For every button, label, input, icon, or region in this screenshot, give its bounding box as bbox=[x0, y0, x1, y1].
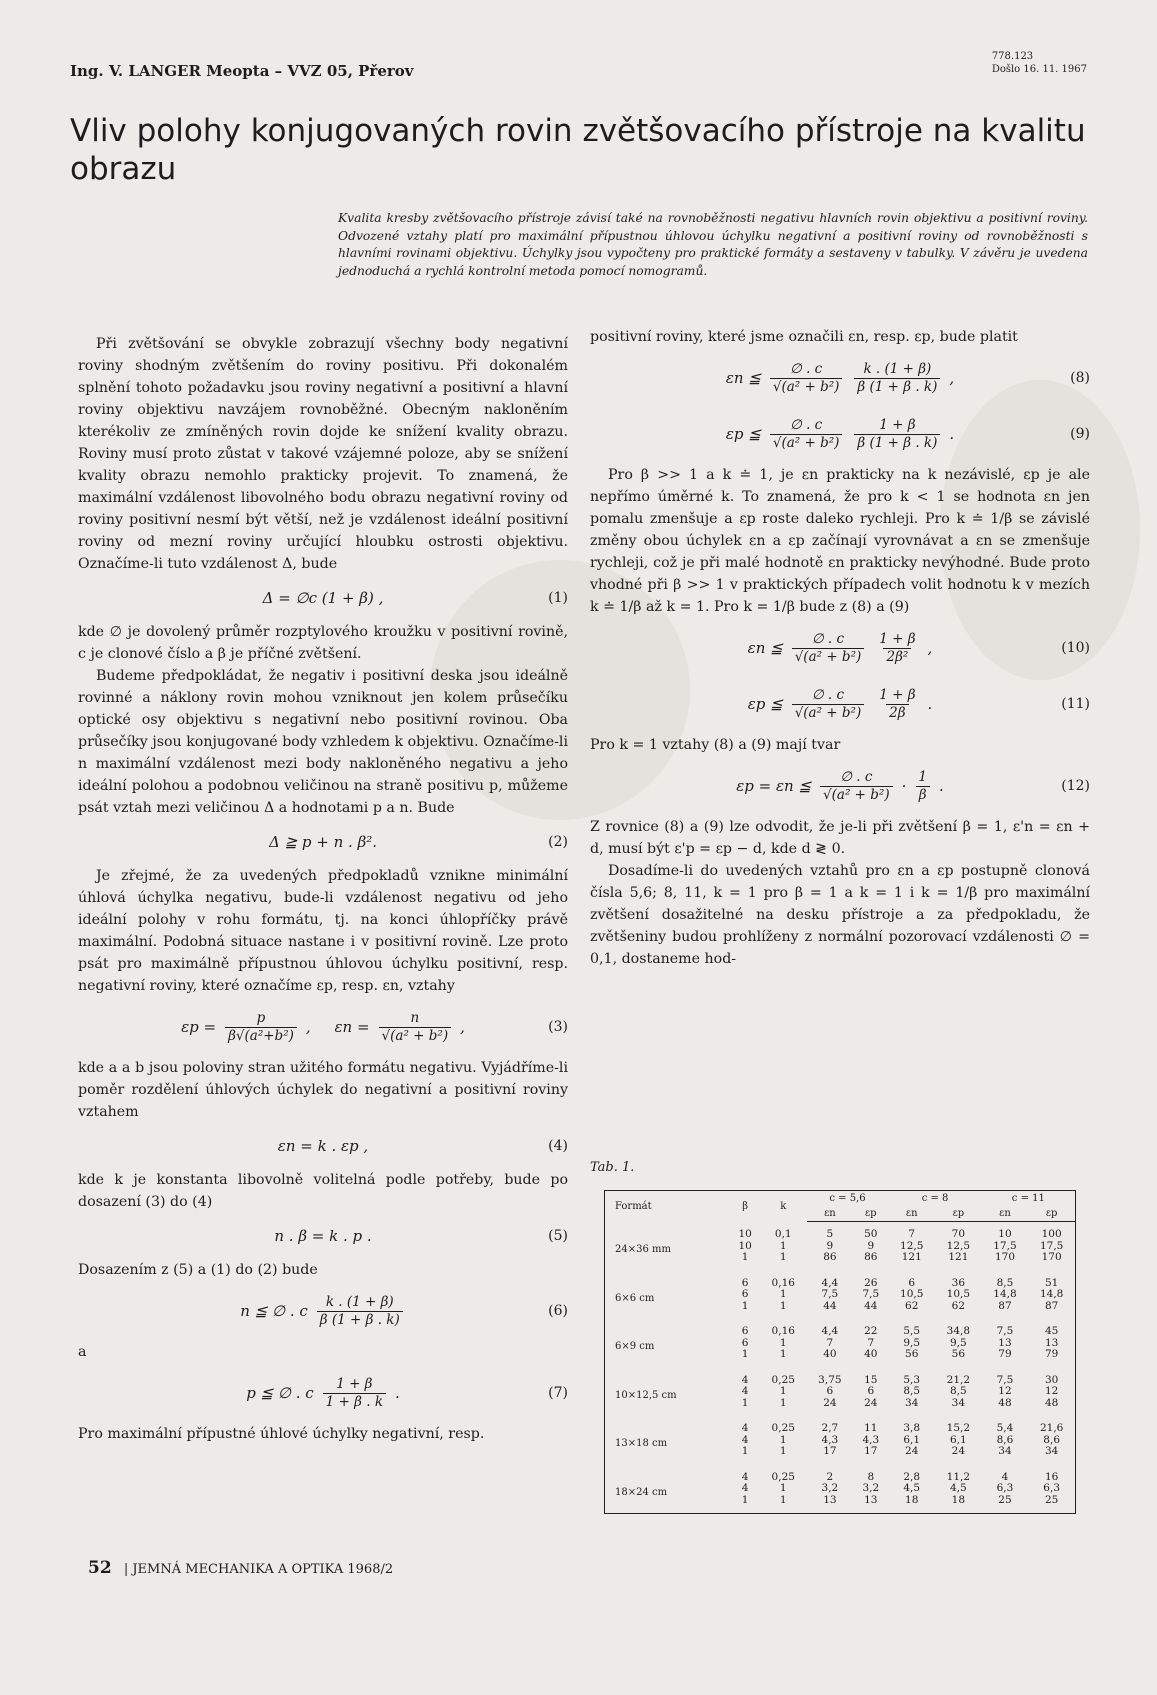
table-cell: 34,8 bbox=[946, 1325, 971, 1337]
table-caption: Tab. 1. bbox=[590, 1160, 635, 1175]
table-cell: 6,1 bbox=[950, 1433, 967, 1446]
table-cell: 1 bbox=[779, 1396, 787, 1409]
table-cell: 5 bbox=[826, 1228, 834, 1240]
table-cell: 48 bbox=[1044, 1396, 1059, 1409]
paragraph: Pro k = 1 vztahy (8) a (9) mají tvar bbox=[590, 737, 841, 753]
table-cell: 0,1 bbox=[774, 1227, 792, 1240]
table-cell: 25 bbox=[1044, 1493, 1059, 1506]
received-date: Došlo 16. 11. 1967 bbox=[991, 64, 1087, 75]
format-cell: 10×12,5 cm bbox=[615, 1389, 677, 1401]
table-cell: 2 bbox=[826, 1470, 834, 1483]
table-cell: 9,5 bbox=[903, 1336, 921, 1349]
table-cell: 7 bbox=[826, 1336, 834, 1349]
table-cell: 1 bbox=[779, 1336, 787, 1349]
table-cell: 4,5 bbox=[903, 1482, 921, 1494]
table-cell: 1 bbox=[779, 1493, 787, 1506]
article-meta bbox=[992, 50, 1087, 76]
table-cell: 34 bbox=[905, 1396, 919, 1409]
table-cell: 100 bbox=[1041, 1228, 1062, 1240]
table-cell: 4 bbox=[741, 1422, 749, 1434]
table-row bbox=[605, 1368, 1075, 1387]
equation-8: εn ≦ $\frac{\emptyset . c}{\text{√(a² + b²)}}$ $\frac{k . (1 + \beta)}{\beta (1 + \beta . k)}$ , (8) bbox=[725, 360, 1090, 395]
table-cell: 21,2 bbox=[946, 1373, 971, 1386]
table-cell: 13 bbox=[1044, 1336, 1059, 1349]
paragraph: Je zřejmé, že za uvedených předpokladů vznikne minimální úhlová úchylka negativu, bude-li vzdálenost negativu od jeho ideální polohy v rohu formátu, tj. na konci úhlopříčky právě maximální. Podobná situace nastane i v positivní rovině. Lze proto psát pro maximálně přípustnou úhlovou úchylku positivní, resp. negativní roviny, které označíme εp, resp. εn, vztahy bbox=[78, 868, 568, 994]
table-cell: 1 bbox=[779, 1239, 787, 1252]
table-cell: 2,7 bbox=[821, 1422, 839, 1434]
table-cell: 5,3 bbox=[903, 1373, 921, 1386]
table-cell: 8,5 bbox=[903, 1385, 921, 1397]
table-cell: 6,1 bbox=[903, 1433, 921, 1446]
paragraph: Budeme předpokládat, že negativ i positivní deska jsou ideálně rovinné a náklony rovin mohou vzniknout jen kolem průsečíku optické osy objektivu s negativní nebo positivní rovinou. Oba průsečíky jsou konjugované body vzhledem k objektivu. Označíme-li n maximální vzdálenost mezi body nakloněného negativu a jeho ideální polohou a podobnou veličinou na straně positivu p, můžeme psát vztah mezi veličinou Δ a hodnotami p a n. Bude bbox=[78, 668, 568, 816]
equation-4: εn = k . εp , (4) bbox=[277, 1137, 568, 1155]
table-cell: 13 bbox=[998, 1336, 1012, 1349]
paragraph: Pro β >> 1 a k ≐ 1, je εn prakticky na k nezávislé, εp je ale nepřímo úměrné k. To znamená, že pro k < 1 se hodnota εn jen pomalu zmenšuje a εp roste daleko rychleji. Pro k ≐ 1/β se závislé změny obou úchylek εn a εp začínají vyrovnávat a εn se zmenšuje rychleji, což je při malé hodnotě εn prakticky nevýhodné. Bude proto vhodné při β >> 1 v praktických případech volit hodnotu k v mezích k ≐ 1/β až k = 1. Pro k = 1/β bude z (8) a (9) bbox=[590, 467, 1090, 615]
equation-12: εp = εn ≦ $\frac{\emptyset . c}{\text{√(a² + b²)}}$ · $\frac{1}{\beta}$ . (12) bbox=[736, 768, 1090, 803]
journal-name: JEMNÁ MECHANIKA A OPTIKA 1968/2 bbox=[132, 1562, 394, 1577]
table-cell: 8 bbox=[867, 1470, 875, 1483]
table-row bbox=[605, 1465, 1075, 1484]
col-group: c = 5,6 bbox=[829, 1193, 866, 1204]
equation-6: n ≦ ∅ . c $\frac{k . (1 + \beta)}{\beta (1 + \beta . k)}$ (6) bbox=[240, 1293, 568, 1328]
table-cell: 9,5 bbox=[950, 1336, 967, 1349]
table-cell: 4 bbox=[741, 1470, 749, 1483]
format-cell: 6×9 cm bbox=[615, 1341, 655, 1352]
table-cell: 44 bbox=[864, 1299, 878, 1312]
table-cell: 4,3 bbox=[862, 1433, 880, 1446]
table-cell: 6 bbox=[741, 1336, 749, 1349]
table-cell: 7,5 bbox=[996, 1325, 1014, 1337]
table-cell: 4 bbox=[741, 1373, 749, 1386]
udc-code: 778.123 bbox=[991, 51, 1034, 62]
col-beta: β bbox=[742, 1200, 749, 1212]
paragraph: Dosadíme-li do uvedených vztahů pro εn a εp postupně clonová čísla 5,6; 8, 11, k = 1 pro β = 1 a k = 1 i k = 1/β pro maximální zvětšení dosažitelné na desku přístroje a za předpokladu, že zvětšeniny budou prohlíženy z normální pozorovací vzdálenosti ∅ = 0,1, dostaneme hod- bbox=[590, 863, 1090, 967]
table-body bbox=[605, 1222, 1075, 1514]
table-cell: 0,25 bbox=[771, 1470, 795, 1483]
col-sub: εn bbox=[982, 1206, 1029, 1222]
format-cell: 24×36 mm bbox=[615, 1243, 671, 1255]
article-title: Vliv polohy konjugovaných rovin zvětšovacího přístroje na kvalitu obrazu bbox=[70, 113, 1086, 187]
table-cell: 18 bbox=[951, 1493, 966, 1506]
table-cell: 1 bbox=[779, 1482, 787, 1494]
table-cell: 56 bbox=[905, 1348, 919, 1360]
table-cell: 9 bbox=[826, 1239, 834, 1252]
table-cell: 1 bbox=[779, 1251, 787, 1263]
format-cell: 13×18 cm bbox=[615, 1438, 668, 1449]
table-cell: 87 bbox=[998, 1299, 1012, 1312]
table-cell: 8,6 bbox=[1043, 1433, 1060, 1446]
table-cell: 40 bbox=[823, 1348, 837, 1360]
table-cell: 7 bbox=[867, 1336, 875, 1349]
paragraph: Dosazením z (5) a (1) do (2) bude bbox=[78, 1262, 318, 1278]
col-sub: εn bbox=[807, 1206, 854, 1222]
table-cell: 48 bbox=[998, 1396, 1012, 1409]
table-cell: 1 bbox=[779, 1445, 787, 1457]
table-cell: 22 bbox=[864, 1325, 878, 1337]
table-cell: 0,16 bbox=[771, 1325, 795, 1337]
table-cell: 4 bbox=[1001, 1470, 1009, 1483]
table-cell: 4 bbox=[741, 1433, 749, 1446]
author-line: Ing. V. LANGER Meopta – VVZ 05, Přerov bbox=[70, 62, 414, 80]
table-cell: 44 bbox=[823, 1299, 837, 1312]
table-cell: 24 bbox=[823, 1396, 837, 1409]
table-cell: 12 bbox=[1044, 1385, 1059, 1397]
table-cell: 10 bbox=[738, 1239, 752, 1252]
equation-11: εp ≦ $\frac{\emptyset . c}{\text{√(a² + b²)}}$ $\frac{1 + \beta}{2\beta}$ . (11) bbox=[747, 686, 1090, 721]
table-row bbox=[605, 1416, 1075, 1435]
paragraph: Z rovnice (8) a (9) lze odvodit, že je-li při zvětšení β = 1, ε'n = εn + d, musí být ε'p = εp − d, kde d ≷ 0. bbox=[590, 819, 1090, 857]
table-cell: 6 bbox=[867, 1385, 875, 1397]
table-cell: 5,5 bbox=[903, 1325, 921, 1337]
table-cell: 16 bbox=[1044, 1470, 1059, 1483]
table-cell: 1 bbox=[779, 1288, 787, 1300]
table-cell: 34 bbox=[998, 1445, 1012, 1457]
conjunction: a bbox=[78, 1344, 87, 1360]
paragraph: kde ∅ je dovolený průměr rozptylového kroužku v positivní rovině, c je clonové číslo a β je příčné zvětšení. bbox=[78, 624, 568, 662]
table-cell: 6 bbox=[826, 1385, 834, 1397]
table-cell: 12 bbox=[998, 1385, 1012, 1397]
table-cell: 7,5 bbox=[862, 1288, 880, 1300]
table-cell: 51 bbox=[1044, 1276, 1059, 1289]
table-cell: 30 bbox=[1044, 1373, 1059, 1386]
table-cell: 10,5 bbox=[900, 1288, 924, 1300]
table-cell: 34 bbox=[1044, 1445, 1059, 1457]
table-cell: 4 bbox=[741, 1385, 749, 1397]
table-cell: 62 bbox=[951, 1299, 966, 1312]
table-cell: 13 bbox=[864, 1493, 878, 1506]
table-cell: 12,5 bbox=[900, 1239, 924, 1252]
col-sub: εp bbox=[1028, 1206, 1075, 1222]
table-cell: 14,8 bbox=[1039, 1288, 1064, 1300]
table-cell: 1 bbox=[779, 1299, 787, 1312]
table-cell: 8,6 bbox=[996, 1433, 1014, 1446]
table-cell: 45 bbox=[1044, 1325, 1059, 1337]
equation-9: εp ≦ $\frac{\emptyset . c}{\text{√(a² + b²)}}$ $\frac{1 + \beta}{\beta (1 + \beta . k)}$ . (9) bbox=[725, 416, 1090, 451]
table-cell: 79 bbox=[1044, 1348, 1059, 1360]
table-cell: 40 bbox=[864, 1348, 878, 1360]
table-cell: 25 bbox=[998, 1493, 1012, 1506]
table-cell: 17 bbox=[864, 1445, 878, 1457]
table-cell: 7,5 bbox=[996, 1373, 1014, 1386]
table-cell: 3,2 bbox=[821, 1482, 839, 1494]
table-cell: 21,6 bbox=[1039, 1422, 1064, 1434]
table-cell: 3,75 bbox=[818, 1373, 842, 1386]
table-cell: 0,16 bbox=[771, 1276, 795, 1289]
format-cell: 18×24 cm bbox=[615, 1486, 668, 1498]
table-row bbox=[605, 1271, 1075, 1290]
table-cell: 56 bbox=[951, 1348, 966, 1360]
table-cell: 6,3 bbox=[996, 1482, 1014, 1494]
table-cell: 121 bbox=[901, 1251, 922, 1263]
table-cell: 1 bbox=[779, 1348, 787, 1360]
table-cell: 6,3 bbox=[1043, 1482, 1060, 1494]
footer-separator: | bbox=[123, 1562, 129, 1577]
table-cell: 170 bbox=[1041, 1251, 1062, 1263]
table-cell: 15,2 bbox=[946, 1422, 971, 1434]
table-cell: 6 bbox=[741, 1276, 749, 1289]
left-column bbox=[78, 333, 568, 1445]
table-cell: 62 bbox=[905, 1299, 919, 1312]
table-cell: 6 bbox=[908, 1276, 916, 1289]
table-cell: 17,5 bbox=[1039, 1239, 1064, 1252]
table-cell: 24 bbox=[951, 1445, 966, 1457]
table-cell: 6 bbox=[741, 1325, 749, 1337]
equation-3: εp = $\frac{p}{\text{β√(a²+b²)}}$ , εn = $\frac{n}{\text{√(a² + b²)}}$ , (3) bbox=[181, 1009, 568, 1044]
table-cell: 9 bbox=[867, 1239, 875, 1252]
col-sub: εp bbox=[935, 1206, 982, 1222]
table-cell: 8,5 bbox=[996, 1276, 1014, 1289]
abstract: Kvalita kresby zvětšovacího přístroje závisí také na rovnoběžnosti negativu hlavních rovin objektivu a positivní roviny. Odvozené vztahy platí pro maximální přípustnou úhlovou úchylku negativní a positivní roviny od rovnoběžnosti s hlavními rovinami objektivu. Úchylky jsou vypočteny pro praktické formáty a sestaveny v tabulky. V závěru je uvedena jednoduchá a rychlá kontrolní metoda pomocí nomogramů. bbox=[338, 211, 1088, 278]
table-cell: 11 bbox=[864, 1422, 878, 1434]
table-cell: 24 bbox=[905, 1445, 919, 1457]
table-cell: 1 bbox=[779, 1385, 787, 1397]
col-group: c = 8 bbox=[921, 1193, 949, 1204]
page-footer bbox=[88, 1558, 393, 1578]
table-cell: 121 bbox=[948, 1251, 969, 1263]
table-cell: 14,8 bbox=[993, 1288, 1017, 1300]
table-cell: 3,8 bbox=[903, 1422, 921, 1434]
table-cell: 12,5 bbox=[946, 1239, 971, 1252]
paragraph: Při zvětšování se obvykle zobrazují všechny body negativní roviny shodným zvětšením do roviny positivu. Při dokonalém splnění tohoto požadavku jsou roviny negativní a positivní a hlavní roviny objektivu navzájem rovnoběžné. Obecným nakloněním kterékoliv ze zmíněných rovin dojde ke snížení kvality obrazu. Roviny musí proto zůstat v takové vzájemné poloze, aby se snížení kvality obrazu nemohlo prakticky projevit. To znamená, že maximální vzdálenost libovolného bodu obrazu negativní roviny od roviny positivní nesmí být větší, než je vzdálenost ideální positivní roviny od mezní roviny určující hloubku ostrosti objektivu. Označíme-li tuto vzdálenost Δ, bude bbox=[78, 336, 568, 572]
table-cell: 18 bbox=[905, 1493, 919, 1506]
data-table bbox=[604, 1190, 1076, 1514]
paragraph: kde a a b jsou poloviny stran užitého formátu negativu. Vyjádříme-li poměr rozdělení úhlových úchylek do negativní a positivní roviny vztahem bbox=[78, 1060, 568, 1120]
equation-10: εn ≦ $\frac{\emptyset . c}{\text{√(a² + b²)}}$ $\frac{1 + \beta}{\text{2β²}}$ , (10) bbox=[747, 630, 1090, 665]
table-cell: 4,4 bbox=[821, 1325, 839, 1337]
table-cell: 10 bbox=[738, 1227, 752, 1240]
page-number: 52 bbox=[88, 1558, 112, 1578]
table-cell: 0,25 bbox=[771, 1422, 795, 1434]
col-group: c = 11 bbox=[1011, 1193, 1045, 1204]
table-row bbox=[605, 1319, 1075, 1338]
table-cell: 26 bbox=[864, 1276, 878, 1289]
format-cell: 6×6 cm bbox=[615, 1292, 655, 1304]
table-cell: 7 bbox=[908, 1228, 916, 1240]
table-cell: 6 bbox=[741, 1288, 749, 1300]
table-cell: 1 bbox=[741, 1348, 749, 1360]
table-cell: 4 bbox=[741, 1482, 749, 1494]
table-cell: 1 bbox=[741, 1251, 749, 1263]
col-sub: εp bbox=[853, 1206, 888, 1222]
table-cell: 17 bbox=[823, 1445, 837, 1457]
equation-5: n . β = k . p . (5) bbox=[274, 1227, 568, 1245]
table-cell: 17,5 bbox=[993, 1239, 1017, 1252]
table-cell: 86 bbox=[864, 1251, 878, 1263]
paragraph: kde k je konstanta libovolně volitelná podle potřeby, bude po dosazení (3) do (4) bbox=[78, 1172, 568, 1210]
table-cell: 4,5 bbox=[950, 1482, 967, 1494]
table-cell: 8,5 bbox=[950, 1385, 967, 1397]
paragraph: positivní roviny, které jsme označili εn, resp. εp, bude platit bbox=[590, 329, 1018, 345]
table-cell: 1 bbox=[779, 1433, 787, 1446]
table-cell: 1 bbox=[741, 1445, 749, 1457]
table-cell: 24 bbox=[864, 1396, 878, 1409]
right-column bbox=[590, 326, 1090, 970]
table-cell: 34 bbox=[951, 1396, 966, 1409]
table-cell: 13 bbox=[823, 1493, 837, 1506]
equation-7: p ≦ ∅ . c $\frac{1 + \beta}{1 + \beta . k}$ . (7) bbox=[246, 1375, 568, 1410]
table-cell: 10 bbox=[998, 1228, 1012, 1240]
equation-1: Δ = ∅c (1 + β) , (1) bbox=[262, 589, 568, 607]
table-cell: 7,5 bbox=[821, 1288, 839, 1300]
table-cell: 50 bbox=[864, 1228, 878, 1240]
table-cell: 5,4 bbox=[996, 1422, 1014, 1434]
table-cell: 36 bbox=[951, 1276, 966, 1289]
table-cell: 1 bbox=[741, 1396, 749, 1409]
table-cell: 86 bbox=[823, 1251, 837, 1263]
table-cell: 10,5 bbox=[946, 1288, 971, 1300]
table-cell: 70 bbox=[951, 1228, 966, 1240]
col-k: k bbox=[780, 1200, 787, 1212]
table-cell: 4,4 bbox=[821, 1276, 839, 1289]
table-cell: 1 bbox=[741, 1299, 749, 1312]
col-format: Formát bbox=[615, 1200, 652, 1212]
table-row bbox=[605, 1222, 1075, 1241]
paragraph: Pro maximální přípustné úhlové úchylky negativní, resp. bbox=[78, 1426, 485, 1442]
table-cell: 87 bbox=[1044, 1299, 1059, 1312]
table-cell: 11,2 bbox=[946, 1470, 971, 1483]
table-cell: 170 bbox=[994, 1251, 1015, 1263]
table-cell: 15 bbox=[864, 1373, 878, 1386]
table-cell: 1 bbox=[741, 1493, 749, 1506]
equation-2: Δ ≧ p + n . β². (2) bbox=[268, 833, 568, 851]
table-cell: 79 bbox=[998, 1348, 1012, 1360]
col-sub: εn bbox=[888, 1206, 935, 1222]
table-cell: 2,8 bbox=[903, 1470, 921, 1483]
table-cell: 3,2 bbox=[862, 1482, 880, 1494]
table-cell: 0,25 bbox=[771, 1373, 795, 1386]
table-cell: 4,3 bbox=[821, 1433, 839, 1446]
